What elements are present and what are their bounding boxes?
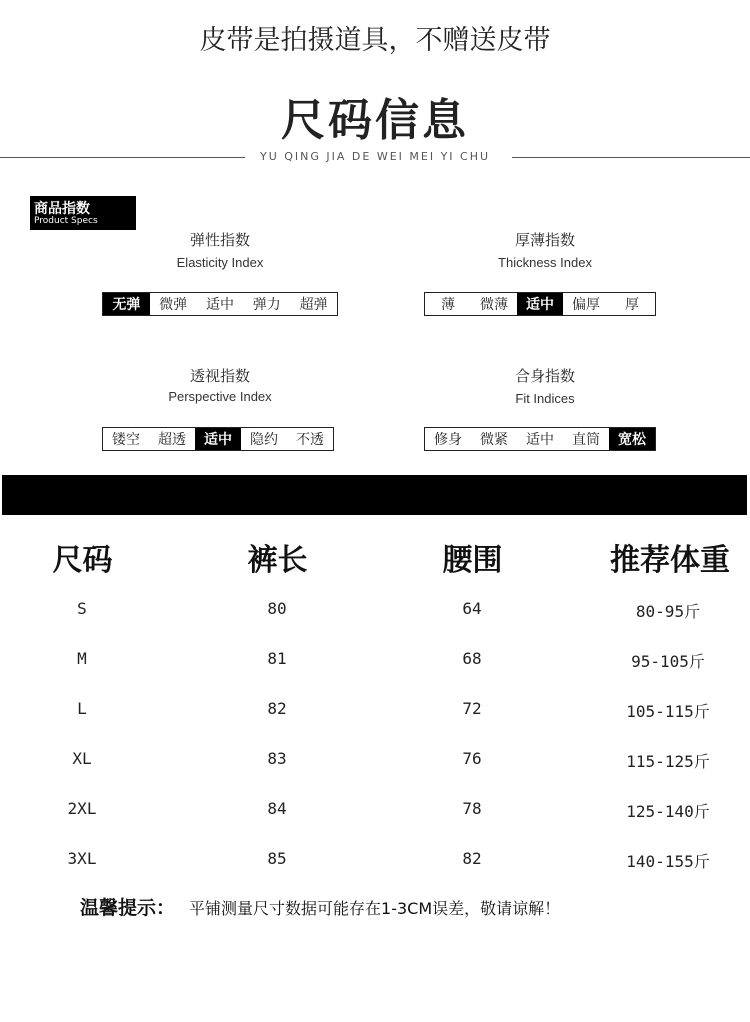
tip-note — [80, 893, 560, 920]
cell-size: M — [77, 649, 87, 668]
cell-weight: 115-125斤 — [626, 752, 710, 771]
thickness-title: 厚薄指数 — [514, 231, 575, 249]
fit-scale — [424, 427, 656, 451]
thickness-option: 适中 — [517, 293, 563, 315]
elasticity-option: 无弹 — [103, 293, 150, 315]
elasticity-option: 超弹 — [299, 297, 328, 313]
cell-size: XL — [72, 749, 92, 768]
fit-subtitle: Fit Indices — [515, 391, 575, 406]
perspective-option: 隐约 — [250, 432, 278, 448]
thickness-option: 偏厚 — [572, 297, 600, 313]
fit-option: 适中 — [526, 432, 554, 448]
cell-size: L — [77, 699, 87, 718]
cell-length: 85 — [267, 849, 287, 868]
thickness-scale — [424, 292, 656, 316]
cell-weight: 140-155斤 — [626, 852, 710, 871]
thickness-option: 微薄 — [480, 297, 508, 313]
thickness-option: 厚 — [625, 297, 639, 313]
fit-option: 宽松 — [609, 428, 655, 450]
elasticity-option: 弹力 — [252, 297, 281, 313]
tip-label: 温馨提示： — [80, 897, 176, 919]
notice-text: 皮带是拍摄道具，不赠送皮带 — [199, 25, 551, 56]
cell-length: 82 — [267, 699, 287, 718]
perspective-scale — [102, 427, 334, 451]
cell-size: 3XL — [67, 849, 97, 868]
cell-weight: 95-105斤 — [631, 652, 705, 671]
cell-weight: 80-95斤 — [635, 602, 701, 621]
cell-waist: 64 — [462, 599, 482, 618]
fit-title: 合身指数 — [514, 367, 575, 385]
perspective-option: 适中 — [195, 428, 241, 450]
cell-size: S — [77, 599, 87, 618]
header-waist: 腰围 — [442, 543, 503, 578]
fit-option: 微紧 — [480, 432, 508, 448]
product-specs-badge — [30, 196, 136, 230]
header-recommended-weight: 推荐体重 — [610, 543, 730, 578]
elasticity-option: 适中 — [205, 297, 234, 313]
cell-waist: 72 — [462, 699, 482, 718]
thickness-option: 薄 — [441, 297, 455, 313]
perspective-subtitle: Perspective Index — [168, 389, 272, 404]
cell-length: 83 — [267, 749, 287, 768]
header-pants-length: 裤长 — [247, 543, 308, 578]
perspective-option: 超透 — [158, 432, 186, 448]
elasticity-option: 微弹 — [159, 297, 188, 313]
cell-weight: 105-115斤 — [626, 702, 710, 721]
section-divider-bar — [2, 475, 747, 515]
elasticity-scale — [102, 292, 338, 316]
specs-badge-en: Product Specs — [34, 216, 98, 226]
cell-waist: 68 — [462, 649, 482, 668]
cell-waist: 76 — [462, 749, 482, 768]
page-title: 尺码信息 — [281, 95, 469, 146]
elasticity-title: 弹性指数 — [189, 231, 250, 249]
fit-option: 修身 — [434, 432, 462, 448]
header-size: 尺码 — [52, 543, 113, 578]
cell-length: 81 — [267, 649, 287, 668]
perspective-title: 透视指数 — [189, 367, 250, 385]
page-subtitle: YU QING JIA DE WEI MEI YI CHU — [259, 150, 491, 163]
perspective-option: 不透 — [296, 432, 324, 448]
cell-size: 2XL — [67, 799, 97, 818]
thickness-subtitle: Thickness Index — [498, 255, 592, 270]
fit-option: 直筒 — [572, 432, 600, 448]
cell-waist: 82 — [462, 849, 482, 868]
cell-length: 84 — [267, 799, 287, 818]
specs-badge-cn: 商品指数 — [34, 201, 90, 217]
elasticity-subtitle: Elasticity Index — [176, 255, 264, 270]
cell-weight: 125-140斤 — [626, 802, 710, 821]
cell-length: 80 — [267, 599, 287, 618]
perspective-option: 镂空 — [112, 432, 140, 448]
cell-waist: 78 — [462, 799, 482, 818]
tip-text: 平铺测量尺寸数据可能存在1-3CM误差，敬请谅解！ — [189, 899, 561, 918]
